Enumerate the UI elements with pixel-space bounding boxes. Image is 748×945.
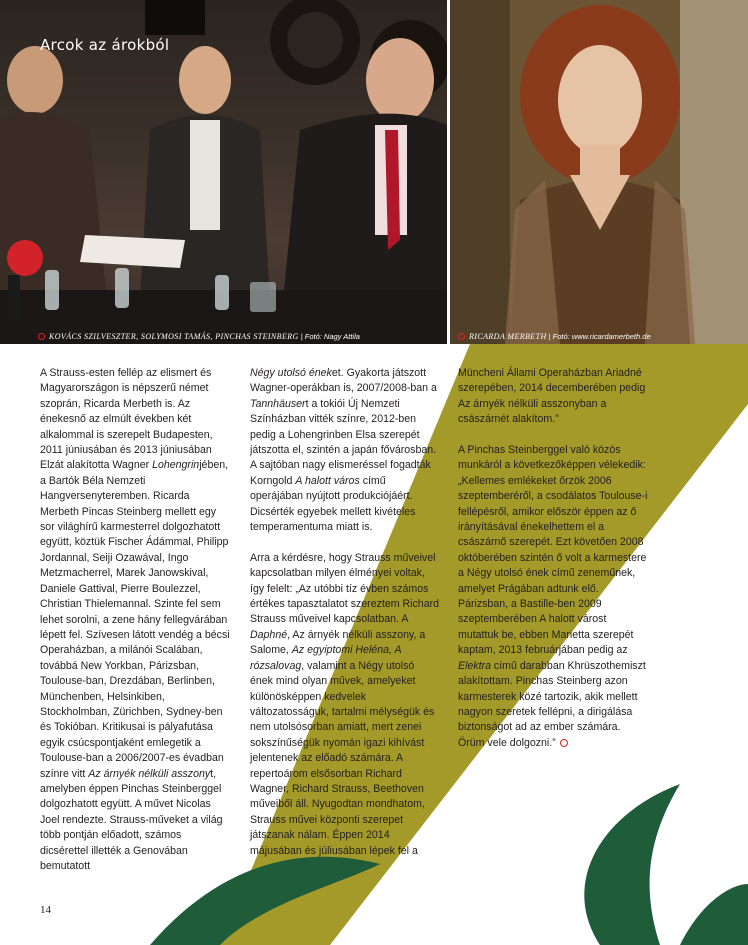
paragraph: Arra a kérdésre, hogy Strauss műveivel kapcsolatban milyen élményei voltak, így felelt: „Az utóbbi tíz évben számos értékes tapasztalatot szereztem Richard Strauss műveivel kapcsolatban. A Daphné, Az árnyék nélküli asszony, a Salome, Az egyiptomi Heléna, A rózsalovag, valamint a Négy utolsó ének mind olyan művek, amelyeket különösképpen kedvelek változatosságuk, tartalmi mélységük és nem utolsósorban amiatt, mert zenei sokszínűségük nyomán igazi kihívást jelentenek az előadó számára. A repertoárom elsősorban Richard Wagner, Richard Strauss, Beethoven műveiből áll. Nyugodtan mondhatom, Strauss művei központi szerepet játszanak nálam. Éppen 2014 májusában és júliusában lépek fel a: [250, 551, 440, 857]
page-number: 14: [40, 904, 51, 916]
paragraph: A Pinchas Steinberggel való közös munkáról a következőképpen vélekedik: „Kellemes emlékeket őrzök 2006 szeptemberéről, a csodálatos Toulouse-i fellépésről, amikor először éppen az ő irányításával énekelhettem el a császárnő szerepét. Ezt követően 2008 októberében szintén ő volt a karmestere a Négy utolsó ének című zeneműnek, amelyet Prágában adtunk elő. Párizsban, a Bastille-ben 2009 szeptemberében A halott várost mutattuk be, ebben Marietta szerepét kaptam, 2013 februárjában pedig az Elektra című darabban Khrüszothemiszt alakítottam. Pinchas Steinberg azon karmesterek közé tartozik, akik mellett nagyon szeretek fellépni, a dirigálása biztonságot ad az ember számára. Örüm vele dolgozni.”: [458, 444, 648, 749]
text-column-2: [250, 366, 440, 859]
portrait-illustration: [450, 0, 748, 344]
right-photo-caption: [458, 330, 651, 344]
caption-names: KOVÁCS SZILVESZTER, SOLYMOSI TAMÁS, PINCHAS STEINBERG: [49, 332, 299, 341]
section-title: Arcok az árokból: [40, 36, 170, 54]
caption-credit: | Fotó: www.ricardamerbeth.de: [548, 332, 651, 341]
paragraph: A Strauss-esten fellép az elismert és Magyarországon is népszerű német szoprán, Ricarda Merbeth is. Az énekesnő az elmúlt években két alkalommal is szerepelt Budapesten, 2011 júniusában és 2013 júniusában Elzát alakította Wagner Lohengrinjében, a Bartók Béla Nemzeti Hangversenyteremben. Ricarda Merbeth Pincas Steinberg mellett egy sor világhírű karmesterrel dolgozhatott együtt, köztük Fischer Ádámmal, Philipp Jordannal, Seiji Ozawával, Ingo Metzmacherrel, Marek Janowskival, Daniele Gattival, Pierre Boulezzel, Christian Thielemannal. Szinte fel sem lehet sorolni, a zene hány fellegvárában lépett fel. Szívesen látott vendég a bécsi Operaházban, a milánói Scalában, továbbá New Yorkban, Párizsban, Toulouse-ban, Drezdában, Berlinben, Münchenben, Helsinkiben, Stockholmban, Zürichben, Sydney-ben és Tokióban. Kritikusai is pályafutása egyik csúcspontjaként emlegetik a Toulouse-ban a 2006/2007-es évadban színre vitt Az árnyék nélküli asszonyt, amelyben éppen Pinchas Steinberggel dolgozhatott együtt. A művet Nicolas Joel rendezte. Strauss-műveket a világ több pontján előadott, számos dicsérettel illették a Genovában bemutatott: [40, 367, 230, 872]
paragraph: Négy utolsó éneket. Gyakorta játszott Wagner-operákban is, 2007/2008-ban a Tannhäusert a tokiói Új Nemzeti Színházban vitték színre, 2012-ben pedig a Lohengrinben Elsa szerepét játszotta el, szintén a japán fővárosban. A sajtóban nagy elismeréssel fogadták Korngold A halott város című operájában nyújtott produkciójáért. Dicsérték egyebek mellett kivételes temperamentuma miatt is.: [250, 367, 437, 534]
text-column-1: [40, 366, 230, 874]
caption-circle-icon: [458, 333, 465, 340]
press-conference-photo: [0, 0, 447, 344]
text-column-3: [458, 366, 648, 751]
paragraph: Müncheni Állami Operaházban Ariadné szerepében, 2014 decemberében pedig Az árnyék nélküli asszonyban a császárnét alakítom.”: [458, 367, 646, 426]
left-photo-caption: [38, 330, 360, 344]
caption-names: RICARDA MERBETH: [469, 332, 547, 341]
end-mark-circle-icon: [560, 739, 568, 747]
caption-credit: | Fotó: Nagy Attila: [300, 332, 360, 341]
caption-circle-icon: [38, 333, 45, 340]
portrait-photo: [450, 0, 748, 344]
